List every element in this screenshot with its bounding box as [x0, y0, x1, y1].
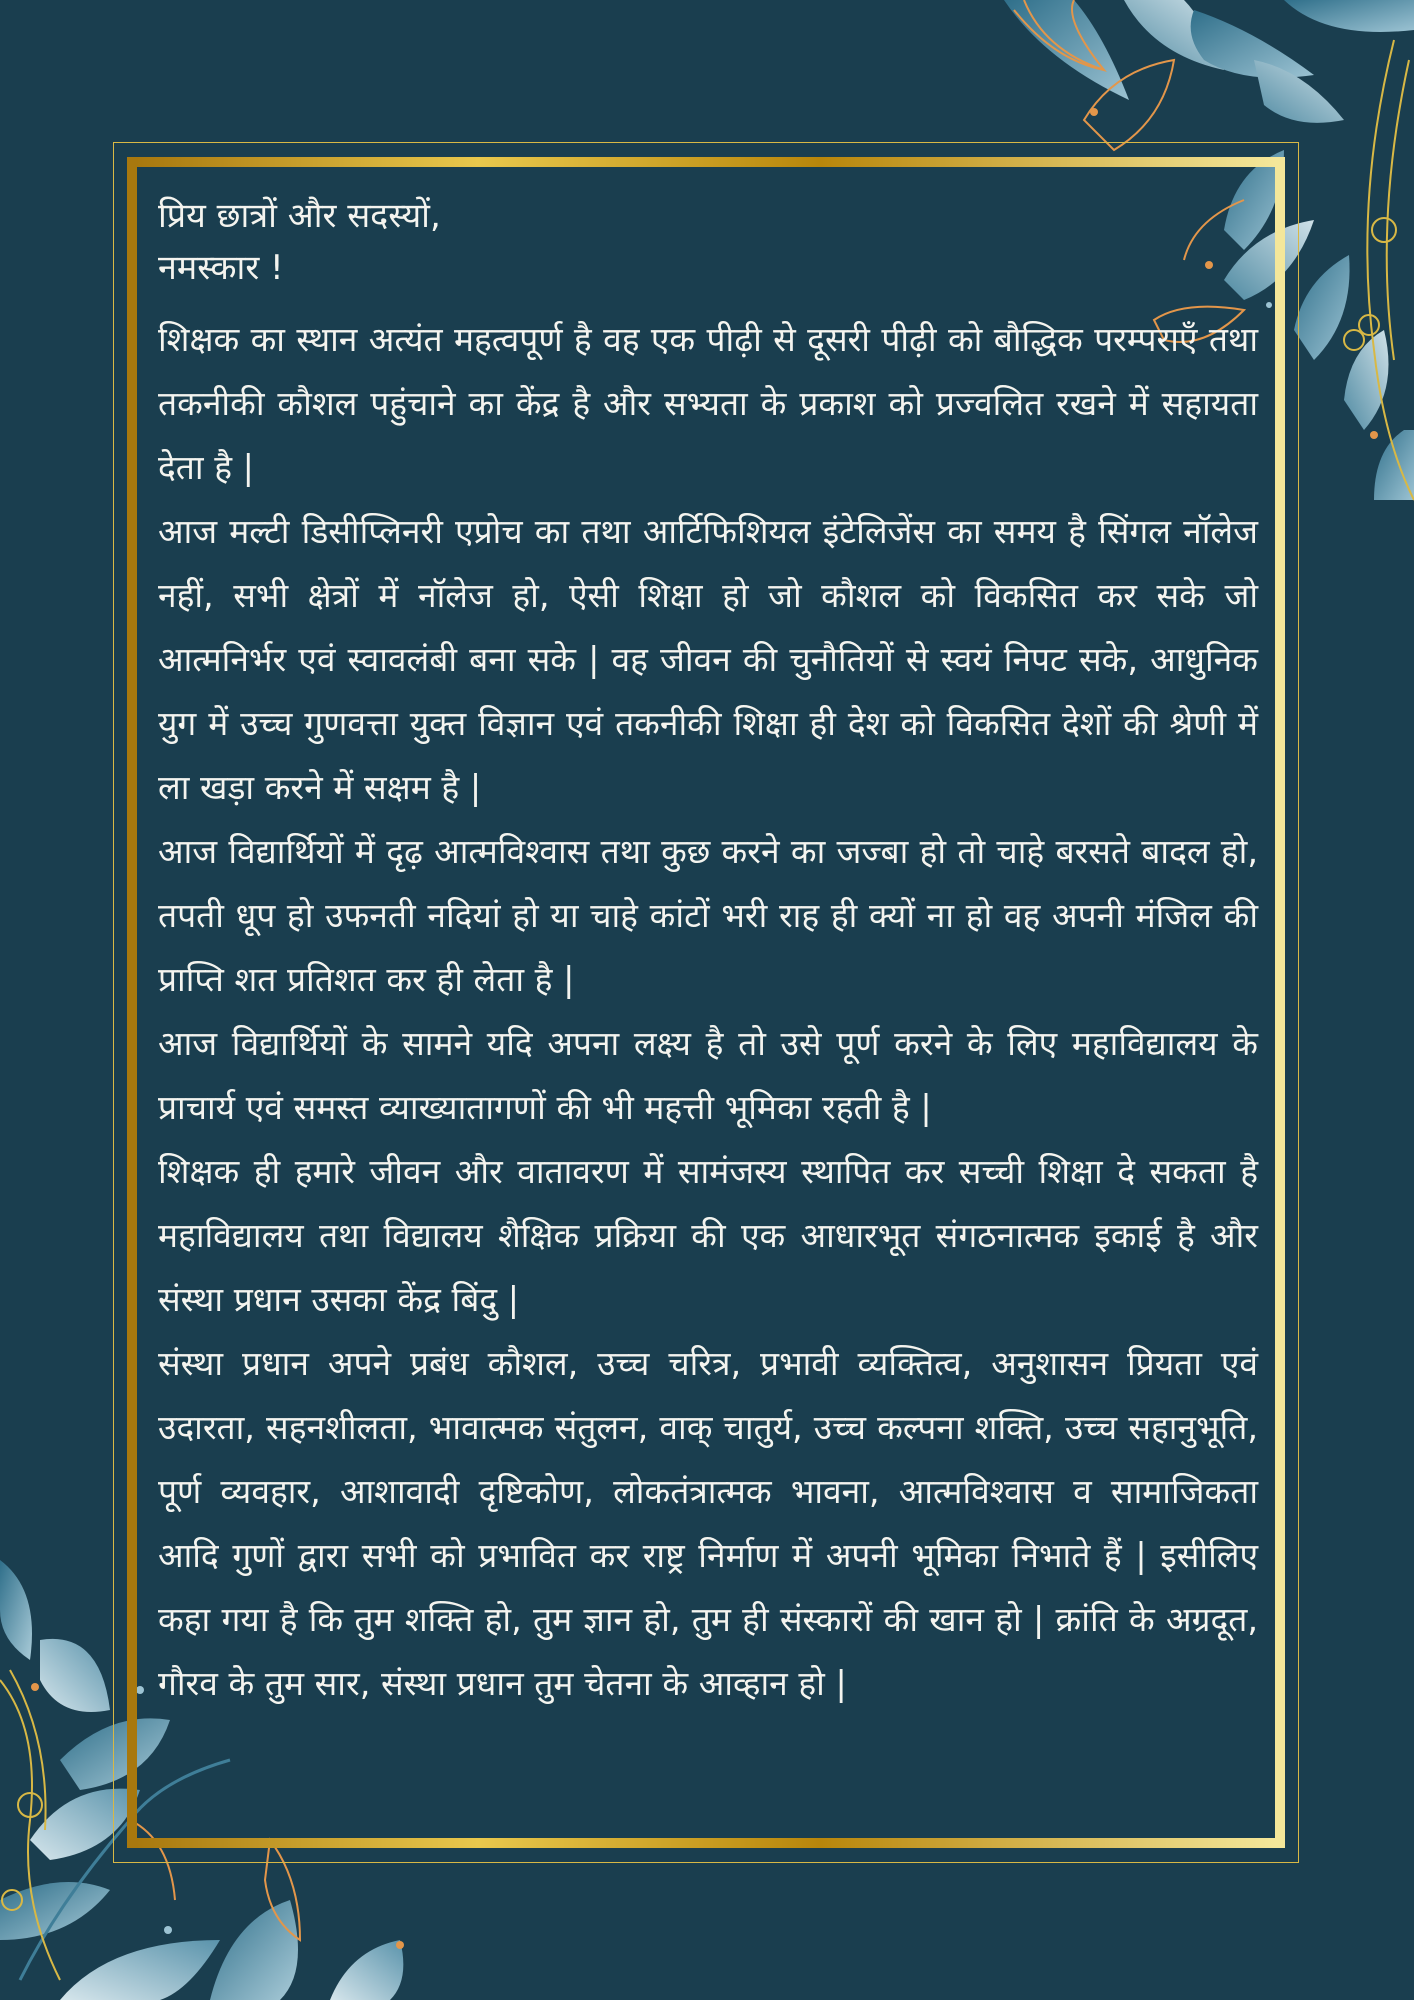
salutation: प्रिय छात्रों और सदस्यों,: [158, 196, 441, 236]
paragraph: शिक्षक ही हमारे जीवन और वातावरण में सामंजस्य स्थापित कर सच्ची शिक्षा दे सकता है महाविद्यालय तथा विद्यालय शैक्षिक प्रक्रिया की एक आधारभूत संगठनात्मक इकाई है और संस्था प्रधान उसका केंद्र बिंदु |: [158, 1152, 1258, 1319]
paragraph: संस्था प्रधान अपने प्रबंध कौशल, उच्च चरित्र, प्रभावी व्यक्तित्व, अनुशासन प्रियता एवं उदारता, सहनशीलता, भावात्मक संतुलन, वाक् चातुर्य, उच्च कल्पना शक्ति, उच्च सहानुभूति, पूर्ण व्यवहार, आशावादी दृष्टिकोण, लोकतंत्रात्मक भावना, आत्मविश्वास व सामाजिकता आदि गुणों द्वारा सभी को प्रभावित कर राष्ट्र निर्माण में अपनी भूमिका निभाते हैं | इसीलिए कहा गया है कि तुम शक्ति हो, तुम ज्ञान हो, तुम ही संस्कारों की खान हो | क्रांति के अग्रदूत, गौरव के तुम सार, संस्था प्रधान तुम चेतना के आव्हान हो |: [158, 1344, 1258, 1703]
greeting: नमस्कार !: [158, 248, 284, 288]
paragraph: आज मल्टी डिसीप्लिनरी एप्रोच का तथा आर्टिफिशियल इंटेलिजेंस का समय है सिंगल नॉलेज नहीं, सभी क्षेत्रों में नॉलेज हो, ऐसी शिक्षा हो जो कौशल को विकसित कर सके जो आत्मनिर्भर एवं स्वावलंबी बना सके | वह जीवन की चुनौतियों से स्वयं निपट सके, आधुनिक युग में उच्च गुणवत्ता युक्त विज्ञान एवं तकनीकी शिक्षा ही देश को विकसित देशों की श्रेणी में ला खड़ा करने में सक्षम है |: [158, 512, 1258, 807]
letter-body: [158, 190, 1258, 1716]
paragraph: आज विद्यार्थियों के सामने यदि अपना लक्ष्य है तो उसे पूर्ण करने के लिए महाविद्यालय के प्राचार्य एवं समस्त व्याख्यातागणों की भी महत्ती भूमिका रहती है |: [158, 1024, 1258, 1127]
paragraph: आज विद्यार्थियों में दृढ़ आत्मविश्वास तथा कुछ करने का जज्बा हो तो चाहे बरसते बादल हो, तपती धूप हो उफनती नदियां हो या चाहे कांटों भरी राह ही क्यों ना हो वह अपनी मंजिल की प्राप्ति शत प्रतिशत कर ही लेता है |: [158, 832, 1258, 999]
paragraph: शिक्षक का स्थान अत्यंत महत्वपूर्ण है वह एक पीढ़ी से दूसरी पीढ़ी को बौद्धिक परम्पराएँ तथा तकनीकी कौशल पहुंचाने का केंद्र है और सभ्यता के प्रकाश को प्रज्वलित रखने में सहायता देता है |: [158, 320, 1258, 487]
